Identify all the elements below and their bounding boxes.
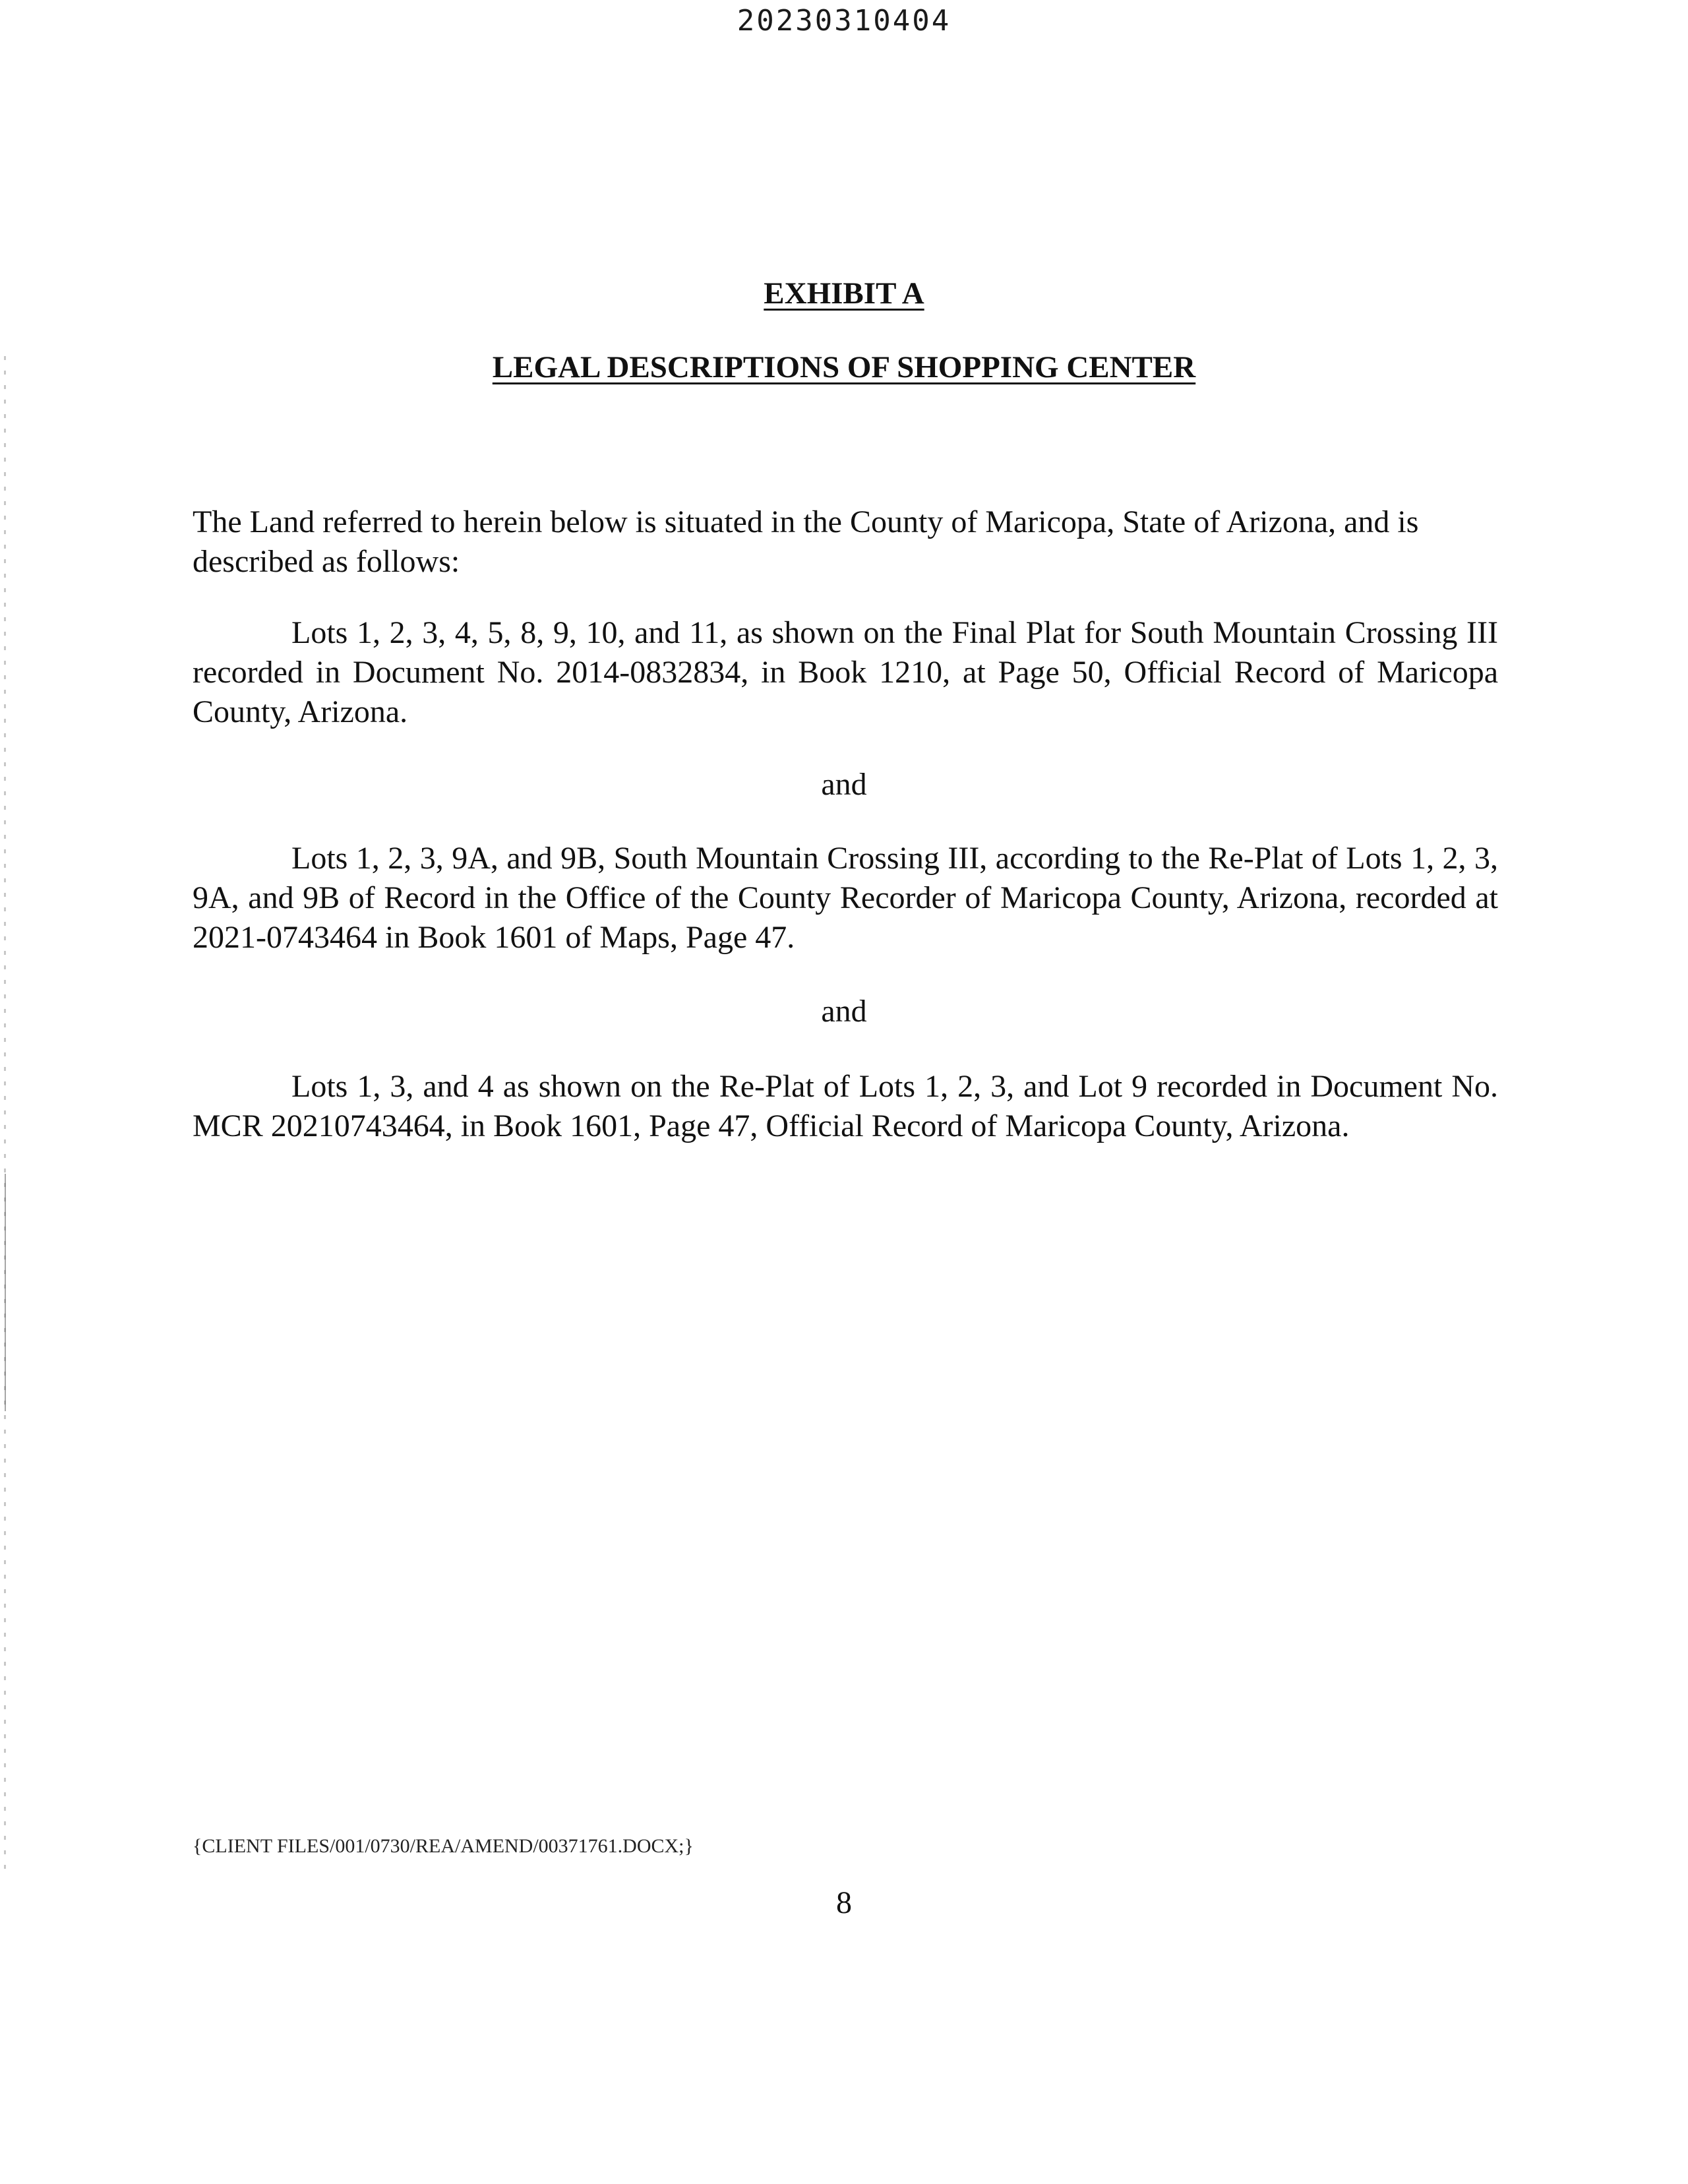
intro-paragraph: The Land referred to herein below is situated in the County of Maricopa, State of Arizona, and is described as follows:: [193, 504, 1419, 579]
conjunction-and-1: and: [821, 767, 867, 802]
page-number: 8: [836, 1885, 852, 1920]
scan-margin-artifact: [4, 356, 6, 1873]
scan-edge-line: [5, 1174, 6, 1411]
exhibit-subtitle: LEGAL DESCRIPTIONS OF SHOPPING CENTER: [492, 350, 1196, 384]
recording-number: 20230310404: [737, 4, 951, 38]
exhibit-title: EXHIBIT A: [764, 276, 924, 311]
legal-description-1: Lots 1, 2, 3, 4, 5, 8, 9, 10, and 11, as shown on the Final Plat for South Mountain Crossing III recorded in Document No. 2014-0832834, in Book 1210, at Page 50, Official Record of Maricopa County, Arizona.: [193, 615, 1498, 729]
legal-description-2: Lots 1, 2, 3, 9A, and 9B, South Mountain Crossing III, according to the Re-Plat of Lots 1, 2, 3, 9A, and 9B of Record in the Office of the County Recorder of Maricopa County, Arizona, recorded at 2021-0743464 in Book 1601 of Maps, Page 47.: [193, 841, 1498, 955]
legal-description-3: Lots 1, 3, and 4 as shown on the Re-Plat of Lots 1, 2, 3, and Lot 9 recorded in Document No. MCR 20210743464, in Book 1601, Page 47, Official Record of Maricopa County, Arizona.: [193, 1069, 1498, 1143]
footer-file-path: {CLIENT FILES/001/0730/REA/AMEND/00371761.DOCX;}: [193, 1835, 694, 1857]
conjunction-and-2: and: [821, 994, 867, 1029]
